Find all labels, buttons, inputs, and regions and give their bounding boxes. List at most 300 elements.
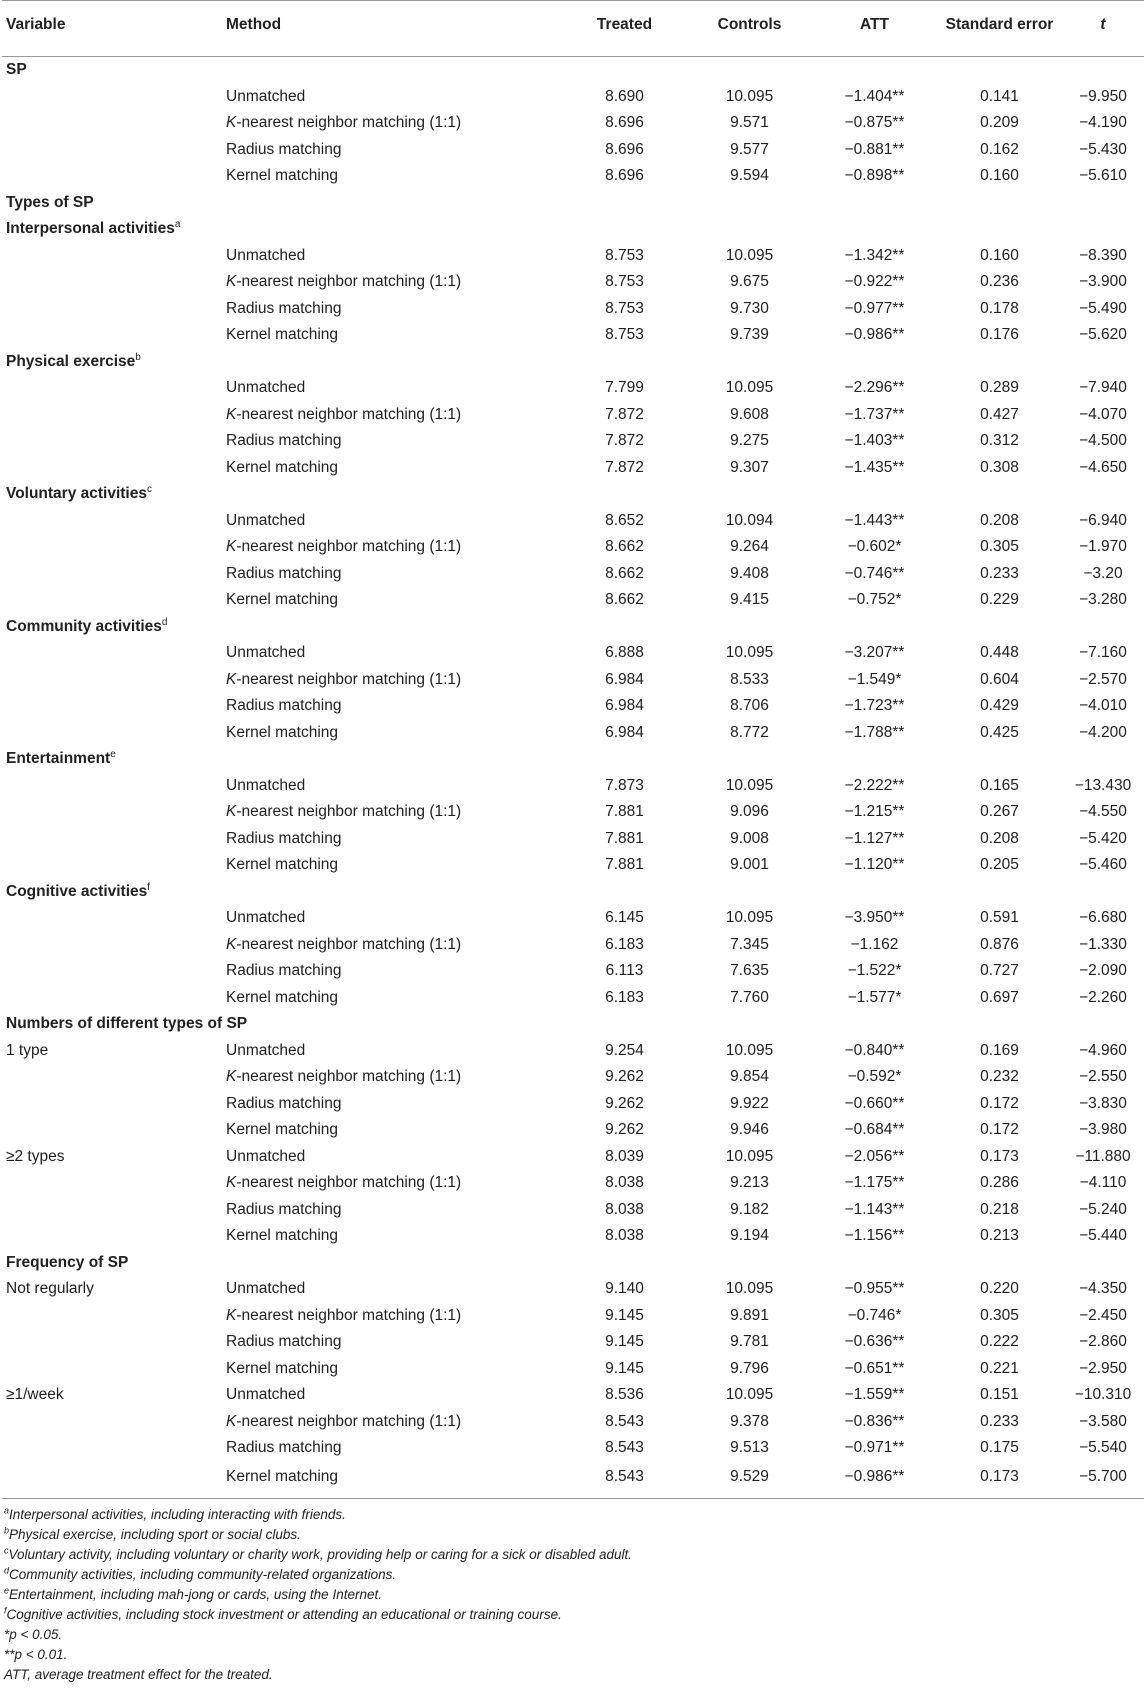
table-row	[2, 84, 1144, 111]
cell-variable	[2, 985, 222, 1012]
cell-variable: 1 type	[6, 1041, 49, 1059]
cell-att: −0.651**	[844, 1359, 905, 1377]
table-row	[2, 561, 1144, 588]
cell-variable: Numbers of different types of SP	[6, 1015, 248, 1033]
cell-att: −0.922**	[844, 273, 905, 291]
table-row	[2, 455, 1144, 482]
cell-att: −2.296**	[844, 379, 905, 397]
cell-att: −2.056**	[844, 1147, 905, 1165]
table-row	[2, 1011, 1144, 1038]
cell-method: Kernel matching	[226, 988, 339, 1006]
cell-t: −3.20	[1083, 564, 1123, 582]
cell-treated: 9.140	[605, 1280, 644, 1298]
cell-att: −1.215**	[844, 803, 905, 821]
cell-method: Radius matching	[226, 1200, 342, 1218]
cell-controls: 9.796	[730, 1359, 769, 1377]
cell-variable: SP	[6, 61, 27, 79]
cell-controls: 7.635	[730, 962, 769, 980]
cell-controls: 10.095	[725, 1041, 774, 1059]
cell-controls	[687, 190, 812, 217]
cell-variable	[2, 402, 222, 429]
cell-att: −0.971**	[844, 1439, 905, 1457]
table-row	[2, 1356, 1144, 1383]
cell-variable	[2, 1091, 222, 1118]
cell-t: −5.420	[1079, 829, 1127, 847]
cell-att: −0.660**	[844, 1094, 905, 1112]
cell-standard-error	[937, 481, 1062, 508]
cell-att: −0.881**	[844, 140, 905, 158]
cell-method: Unmatched	[226, 511, 306, 529]
cell-controls: 10.095	[725, 246, 774, 264]
cell-att: −0.752*	[847, 591, 902, 609]
cell-t	[1062, 1250, 1144, 1277]
table-row	[2, 269, 1144, 296]
table-row	[2, 534, 1144, 561]
cell-t	[1062, 216, 1144, 243]
cell-method: Radius matching	[226, 299, 342, 317]
footnote-line	[4, 1505, 1146, 1525]
cell-treated: 7.872	[605, 458, 644, 476]
cell-standard-error: 0.208	[980, 511, 1019, 529]
footnote-marker: a	[174, 219, 181, 231]
cell-att: −0.898**	[844, 167, 905, 185]
table-footnotes	[4, 1505, 1146, 1685]
cell-treated: 8.753	[605, 273, 644, 291]
cell-method	[222, 481, 562, 508]
table-row	[2, 375, 1144, 402]
cell-att: −0.746*	[847, 1306, 902, 1324]
table-row	[2, 1064, 1144, 1091]
cell-standard-error: 0.218	[980, 1200, 1019, 1218]
cell-t: −11.880	[1075, 1147, 1131, 1165]
cell-method: Unmatched	[226, 1041, 306, 1059]
cell-t: −4.110	[1079, 1174, 1127, 1192]
cell-t: −3.900	[1079, 273, 1127, 291]
cell-treated: 9.254	[605, 1041, 644, 1059]
cell-treated: 8.696	[605, 140, 644, 158]
cell-treated: 8.543	[605, 1439, 644, 1457]
cell-standard-error: 0.312	[980, 432, 1019, 450]
cell-variable	[2, 243, 222, 270]
cell-standard-error: 0.236	[980, 273, 1019, 291]
cell-controls: 10.095	[725, 1386, 774, 1404]
cell-method: Radius matching	[226, 829, 342, 847]
table-row	[2, 110, 1144, 137]
cell-standard-error: 0.221	[980, 1359, 1019, 1377]
cell-variable	[2, 958, 222, 985]
cell-t	[1062, 481, 1144, 508]
cell-method: Kernel matching	[226, 856, 339, 874]
table-row	[2, 799, 1144, 826]
footnote-text: Interpersonal activities, including interacting with friends.	[9, 1506, 346, 1522]
cell-standard-error: 0.173	[980, 1467, 1019, 1485]
cell-method	[222, 57, 562, 84]
table-row	[2, 1435, 1144, 1462]
cell-t: −2.860	[1079, 1333, 1127, 1351]
table-row	[2, 720, 1144, 747]
cell-treated	[562, 349, 687, 376]
cell-method: Unmatched	[226, 1386, 306, 1404]
cell-standard-error: 0.448	[980, 644, 1019, 662]
footnote-text: Community activities, including community-related organizations.	[9, 1566, 397, 1582]
cell-att: −0.955**	[844, 1280, 905, 1298]
cell-treated: 8.652	[605, 511, 644, 529]
cell-t: −4.550	[1079, 803, 1127, 821]
table-row	[2, 640, 1144, 667]
cell-variable	[2, 1064, 222, 1091]
cell-variable	[2, 852, 222, 879]
cell-variable	[2, 296, 222, 323]
cell-treated: 9.145	[605, 1333, 644, 1351]
cell-t: −4.500	[1079, 432, 1127, 450]
cell-controls: 9.182	[730, 1200, 769, 1218]
footnote-marker: d	[4, 1565, 10, 1575]
cell-att	[812, 349, 937, 376]
cell-method	[222, 1011, 562, 1038]
header-standard-error: Standard error	[945, 16, 1054, 33]
cell-controls: 10.095	[725, 1280, 774, 1298]
table-row	[2, 985, 1144, 1012]
footnote-line	[4, 1525, 1146, 1545]
cell-att: −3.950**	[844, 909, 905, 927]
table-row	[2, 667, 1144, 694]
table-row	[2, 1462, 1144, 1499]
cell-variable	[2, 640, 222, 667]
cell-controls: 9.194	[730, 1227, 769, 1245]
cell-treated: 8.753	[605, 326, 644, 344]
footnote-text: **p < 0.01.	[4, 1646, 68, 1662]
cell-variable	[2, 720, 222, 747]
cell-att: −0.840**	[844, 1041, 905, 1059]
cell-variable	[2, 1462, 222, 1499]
cell-att	[812, 746, 937, 773]
cell-att: −1.435**	[844, 458, 905, 476]
cell-method: Unmatched	[226, 87, 306, 105]
cell-method: K-nearest neighbor matching (1:1)	[226, 1174, 462, 1192]
cell-controls	[687, 216, 812, 243]
cell-t	[1062, 57, 1144, 84]
cell-controls: 9.594	[730, 167, 769, 185]
cell-att: −0.592*	[847, 1068, 902, 1086]
cell-t: −4.190	[1079, 114, 1127, 132]
cell-standard-error: 0.213	[980, 1227, 1019, 1245]
cell-att: −1.788**	[844, 723, 905, 741]
cell-method: K-nearest neighbor matching (1:1)	[226, 405, 462, 423]
cell-att	[812, 190, 937, 217]
cell-att: −1.737**	[844, 405, 905, 423]
cell-t: −5.620	[1079, 326, 1127, 344]
cell-controls: 9.739	[730, 326, 769, 344]
cell-att	[812, 216, 937, 243]
cell-standard-error: 0.169	[980, 1041, 1019, 1059]
cell-controls	[687, 746, 812, 773]
table-row	[2, 1144, 1144, 1171]
cell-treated: 6.984	[605, 697, 644, 715]
table-row	[2, 1409, 1144, 1436]
cell-att: −1.443**	[844, 511, 905, 529]
cell-controls: 9.891	[730, 1306, 769, 1324]
cell-t: −7.160	[1079, 644, 1127, 662]
cell-variable	[2, 1356, 222, 1383]
cell-att	[812, 614, 937, 641]
cell-standard-error: 0.208	[980, 829, 1019, 847]
cell-variable	[2, 1197, 222, 1224]
cell-treated: 8.038	[605, 1200, 644, 1218]
cell-treated: 8.543	[605, 1467, 644, 1485]
cell-controls: 9.608	[730, 405, 769, 423]
cell-standard-error: 0.229	[980, 591, 1019, 609]
cell-controls	[687, 879, 812, 906]
cell-t	[1062, 190, 1144, 217]
footnote-marker: c	[146, 484, 152, 496]
cell-t: −2.090	[1079, 962, 1127, 980]
cell-variable	[2, 932, 222, 959]
cell-method	[222, 879, 562, 906]
footnote-line	[4, 1665, 1146, 1685]
cell-treated: 8.039	[605, 1147, 644, 1165]
cell-method: K-nearest neighbor matching (1:1)	[226, 273, 462, 291]
cell-method	[222, 614, 562, 641]
cell-controls: 9.854	[730, 1068, 769, 1086]
table-row	[2, 773, 1144, 800]
cell-standard-error: 0.233	[980, 564, 1019, 582]
cell-standard-error: 0.286	[980, 1174, 1019, 1192]
cell-standard-error: 0.427	[980, 405, 1019, 423]
cell-variable: Not regularly	[6, 1280, 94, 1298]
cell-standard-error: 0.176	[980, 326, 1019, 344]
cell-variable	[2, 587, 222, 614]
cell-standard-error: 0.178	[980, 299, 1019, 317]
cell-controls: 9.378	[730, 1412, 769, 1430]
footnote-text: Cognitive activities, including stock investment or attending an educational or training course.	[6, 1606, 562, 1622]
cell-variable: ≥1/week	[6, 1386, 64, 1404]
cell-method	[222, 1250, 562, 1277]
cell-controls: 9.513	[730, 1439, 769, 1457]
cell-controls: 10.095	[725, 379, 774, 397]
cell-standard-error: 0.267	[980, 803, 1019, 821]
cell-variable	[2, 693, 222, 720]
footnote-marker: a	[4, 1505, 10, 1515]
cell-t: −5.610	[1079, 167, 1127, 185]
cell-att: −0.746**	[844, 564, 905, 582]
cell-t: −13.430	[1074, 776, 1132, 794]
cell-standard-error: 0.160	[980, 167, 1019, 185]
cell-treated: 8.662	[605, 564, 644, 582]
cell-variable	[2, 375, 222, 402]
cell-method: K-nearest neighbor matching (1:1)	[226, 803, 462, 821]
cell-controls: 10.095	[725, 909, 774, 927]
cell-t	[1062, 1011, 1144, 1038]
cell-controls	[687, 1250, 812, 1277]
cell-variable	[2, 1117, 222, 1144]
cell-method: Radius matching	[226, 1094, 342, 1112]
cell-controls: 9.730	[730, 299, 769, 317]
cell-controls: 9.307	[730, 458, 769, 476]
cell-method: Radius matching	[226, 432, 342, 450]
cell-t	[1062, 879, 1144, 906]
cell-standard-error	[937, 1011, 1062, 1038]
cell-treated: 8.696	[605, 167, 644, 185]
footnote-marker: d	[161, 616, 168, 628]
cell-method: K-nearest neighbor matching (1:1)	[226, 935, 462, 953]
cell-method: Radius matching	[226, 564, 342, 582]
cell-treated: 7.881	[605, 856, 644, 874]
table-row	[2, 1329, 1144, 1356]
table-header-row	[2, 1, 1144, 57]
cell-treated: 9.262	[605, 1121, 644, 1139]
cell-variable	[2, 905, 222, 932]
footnote-marker: e	[110, 749, 116, 761]
cell-variable	[2, 322, 222, 349]
cell-standard-error: 0.172	[980, 1121, 1019, 1139]
cell-treated: 9.262	[605, 1094, 644, 1112]
cell-t	[1062, 349, 1144, 376]
cell-treated	[562, 614, 687, 641]
cell-treated	[562, 879, 687, 906]
cell-att: −1.120**	[844, 856, 905, 874]
cell-treated	[562, 190, 687, 217]
cell-variable	[2, 561, 222, 588]
cell-t: −2.950	[1079, 1359, 1127, 1377]
psm-results-table	[2, 0, 1144, 1499]
cell-method: Kernel matching	[226, 1359, 339, 1377]
cell-standard-error: 0.220	[980, 1280, 1019, 1298]
cell-t: −10.310	[1074, 1386, 1132, 1404]
table-row	[2, 1091, 1144, 1118]
footnote-marker: e	[4, 1585, 10, 1595]
cell-standard-error: 0.429	[980, 697, 1019, 715]
cell-treated: 6.113	[605, 962, 644, 980]
table-row	[2, 693, 1144, 720]
cell-method: K-nearest neighbor matching (1:1)	[226, 114, 462, 132]
cell-att: −1.403**	[844, 432, 905, 450]
cell-t: −5.490	[1079, 299, 1127, 317]
cell-t: −4.070	[1079, 405, 1127, 423]
cell-t: −4.010	[1079, 697, 1127, 715]
cell-controls: 9.571	[730, 114, 769, 132]
table-row	[2, 587, 1144, 614]
cell-controls: 9.922	[730, 1094, 769, 1112]
cell-att: −0.636**	[844, 1333, 905, 1351]
header-method: Method	[226, 16, 282, 33]
cell-controls	[687, 614, 812, 641]
cell-variable: Voluntary activities$^c$	[6, 484, 152, 503]
table-row	[2, 1223, 1144, 1250]
cell-treated: 7.881	[605, 829, 644, 847]
footnote-marker: c	[4, 1545, 9, 1555]
cell-treated: 6.984	[605, 670, 644, 688]
cell-variable: Community activities$^d$	[6, 616, 168, 635]
footnote-line	[4, 1585, 1146, 1605]
cell-standard-error	[937, 190, 1062, 217]
cell-method: Kernel matching	[226, 1227, 339, 1245]
cell-att: −1.127**	[844, 829, 905, 847]
cell-variable: Interpersonal activities$^a$	[6, 219, 181, 238]
cell-t: −2.450	[1079, 1306, 1127, 1324]
cell-treated	[562, 1011, 687, 1038]
cell-method: Kernel matching	[226, 167, 339, 185]
cell-standard-error: 0.173	[980, 1147, 1019, 1165]
cell-variable	[2, 269, 222, 296]
cell-method: Unmatched	[226, 909, 306, 927]
cell-standard-error: 0.141	[980, 87, 1019, 105]
cell-treated: 8.696	[605, 114, 644, 132]
cell-controls	[687, 1011, 812, 1038]
cell-method: K-nearest neighbor matching (1:1)	[226, 1068, 462, 1086]
cell-standard-error: 0.160	[980, 246, 1019, 264]
cell-t: −9.950	[1079, 87, 1127, 105]
cell-controls	[687, 349, 812, 376]
cell-method: Kernel matching	[226, 326, 339, 344]
cell-t: −5.540	[1079, 1439, 1127, 1457]
cell-att: −3.207**	[844, 644, 905, 662]
cell-treated	[562, 746, 687, 773]
cell-method: Unmatched	[226, 379, 306, 397]
footnote-marker: f	[4, 1605, 7, 1615]
cell-variable: Entertainment$^e$	[6, 749, 116, 768]
cell-method: Kernel matching	[226, 591, 339, 609]
cell-treated: 8.543	[605, 1412, 644, 1430]
cell-controls: 9.275	[730, 432, 769, 450]
table-row	[2, 1250, 1144, 1277]
cell-controls: 10.095	[725, 1147, 774, 1165]
cell-method: Kernel matching	[226, 723, 339, 741]
cell-standard-error: 0.165	[980, 776, 1019, 794]
table-row	[2, 958, 1144, 985]
cell-t: −3.280	[1079, 591, 1127, 609]
cell-variable: Types of SP	[6, 193, 94, 211]
table-row	[2, 296, 1144, 323]
table-row	[2, 481, 1144, 508]
footnote-line	[4, 1625, 1146, 1645]
cell-standard-error	[937, 1250, 1062, 1277]
cell-variable	[2, 84, 222, 111]
header-att: ATT	[860, 16, 889, 33]
footnote-marker: f	[147, 881, 151, 893]
cell-t: −1.330	[1079, 935, 1127, 953]
cell-variable	[2, 826, 222, 853]
cell-t: −5.240	[1079, 1200, 1127, 1218]
cell-variable	[2, 110, 222, 137]
cell-controls: 7.760	[730, 988, 769, 1006]
cell-method	[222, 746, 562, 773]
cell-controls: 10.094	[725, 511, 774, 529]
table-row	[2, 163, 1144, 190]
cell-method: Unmatched	[226, 246, 306, 264]
cell-variable	[2, 1329, 222, 1356]
cell-att: −1.143**	[844, 1200, 905, 1218]
cell-att	[812, 1011, 937, 1038]
table-row	[2, 879, 1144, 906]
cell-att: −1.522*	[847, 962, 902, 980]
cell-controls: 9.781	[730, 1333, 769, 1351]
cell-standard-error: 0.697	[980, 988, 1019, 1006]
table-row	[2, 402, 1144, 429]
cell-treated: 8.753	[605, 299, 644, 317]
cell-method	[222, 190, 562, 217]
table-row	[2, 1117, 1144, 1144]
cell-att: −1.404**	[844, 87, 905, 105]
table-row	[2, 349, 1144, 376]
footnote-line	[4, 1565, 1146, 1585]
cell-att: −0.986**	[844, 326, 905, 344]
cell-standard-error: 0.289	[980, 379, 1019, 397]
cell-method: Radius matching	[226, 1439, 342, 1457]
cell-controls	[687, 57, 812, 84]
cell-variable	[2, 799, 222, 826]
cell-t: −4.960	[1079, 1041, 1127, 1059]
cell-method: K-nearest neighbor matching (1:1)	[226, 1412, 462, 1430]
